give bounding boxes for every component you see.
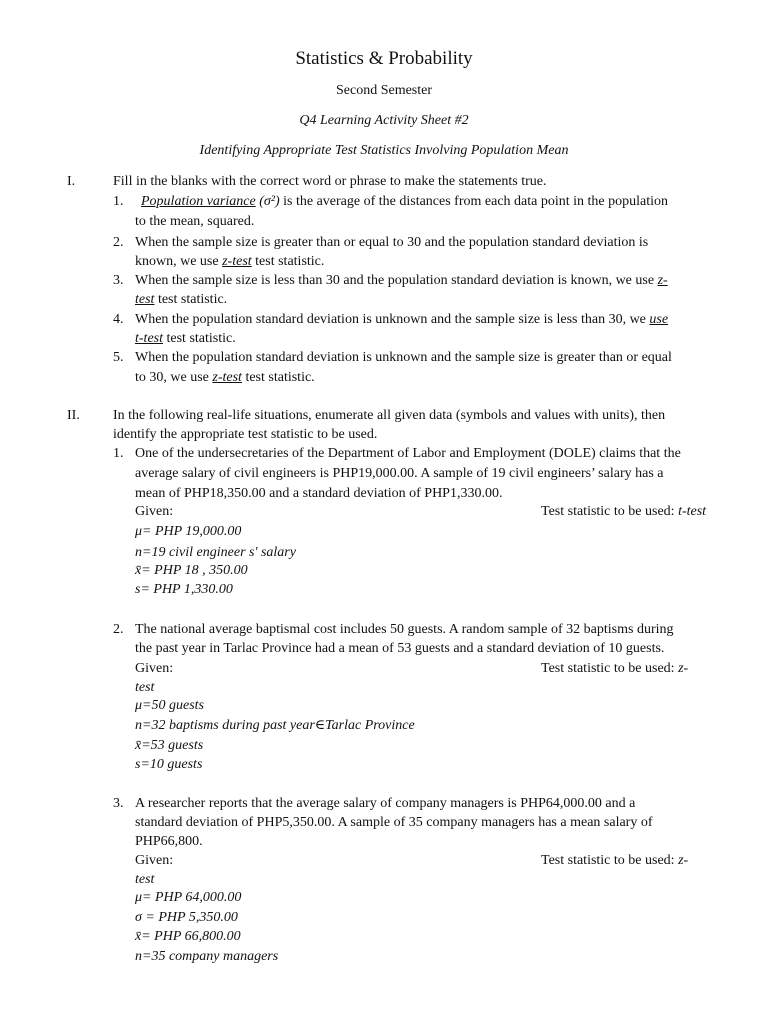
p1-test-label: Test statistic to be used:	[541, 504, 679, 519]
s1-item-5-text: to 30, we use	[135, 370, 213, 385]
p1-test-value: t-test	[678, 504, 707, 519]
p2-data-1: μ=50 guests	[135, 698, 204, 713]
topic-title: Identifying Appropriate Test Statistics Involving Population Mean	[199, 143, 569, 158]
s1-item-4-line1	[135, 310, 668, 329]
p2-text-1: The national average baptismal cost includes 50 guests. A random sample of 32 baptisms during	[135, 622, 674, 637]
p1-data-3: x̄= PHP 18 , 350.00	[135, 563, 248, 578]
p2-text-2: the past year in Tarlac Province had a mean of 53 guests and a standard deviation of 10 guests.	[135, 641, 665, 656]
p1-text-2: average salary of civil engineers is PHP19,000.00. A sample of 19 civil engineers’ salary has a	[135, 466, 664, 481]
p2-num: 2.	[113, 622, 124, 637]
p2-test-label: Test statistic to be used:	[541, 661, 679, 676]
s1-item-5-tail: test statistic.	[241, 370, 315, 385]
p2-data-4: s=10 guests	[135, 757, 203, 772]
p3-test-label: Test statistic to be used:	[541, 853, 679, 868]
s1-item-3-line1	[135, 271, 668, 290]
p3-text-2: standard deviation of PHP5,350.00. A sample of 35 company managers has a mean salary of	[135, 815, 653, 830]
s1-item-5-line1: When the population standard deviation is unknown and the sample size is greater than or equal	[135, 350, 672, 365]
p2-data-2: n=32 baptisms during past year∈Tarlac Province	[135, 718, 415, 733]
p3-given: Given:	[135, 853, 174, 868]
s1-item-1-line2: to the mean, squared.	[135, 214, 255, 229]
s1-item-2-text: known, we use	[135, 254, 223, 269]
p3-text-1: A researcher reports that the average salary of company managers is PHP64,000.00 and a	[135, 796, 636, 811]
p3-text-3: PHP66,800.	[135, 834, 203, 849]
p3-data-2: σ = PHP 5,350.00	[135, 910, 238, 925]
s1-item-5-line2	[135, 368, 315, 387]
semester: Second Semester	[335, 83, 433, 98]
p1-data-1: μ= PHP 19,000.00	[135, 524, 242, 539]
activity-title: Q4 Learning Activity Sheet #2	[299, 113, 469, 128]
s1-item-4-tail: test statistic.	[163, 331, 236, 346]
s1-item-1-text: is the average of the distances from each data point in the population	[279, 194, 669, 209]
doc-title: Statistics & Probability	[295, 48, 473, 69]
p1-test-statistic	[541, 502, 706, 521]
p2-data-3: x̄=53 guests	[135, 738, 204, 753]
s1-item-4-line2	[135, 329, 236, 348]
s1-item-3-answer-b: test	[135, 292, 155, 307]
s1-item-4-answer-a: use	[649, 312, 669, 327]
p1-given: Given:	[135, 504, 174, 519]
p1-num: 1.	[113, 446, 124, 461]
p3-num: 3.	[113, 796, 124, 811]
s1-item-2-answer: z-test	[222, 254, 252, 269]
s1-item-4-text: When the population standard deviation is unknown and the sample size is less than 30, we	[135, 312, 650, 327]
p3-data-3: x̄= PHP 66,800.00	[135, 929, 241, 944]
s1-item-2-line2	[135, 252, 324, 271]
p3-test-statistic	[541, 851, 688, 870]
s1-item-5-answer: z-test	[212, 370, 242, 385]
section-2-instruction-1: In the following real-life situations, enumerate all given data (symbols and values with units), then	[113, 408, 666, 423]
p1-text-3: mean of PHP18,350.00 and a standard deviation of PHP1,330.00.	[135, 486, 503, 501]
s1-item-3-num: 3.	[113, 273, 124, 288]
s1-item-2-num: 2.	[113, 235, 124, 250]
p1-text-1: One of the undersecretaries of the Department of Labor and Employment (DOLE) claims that the	[135, 446, 681, 461]
p3-test-value-a: z-	[678, 853, 689, 868]
s1-item-3-answer-a: z-	[657, 273, 668, 288]
p3-test-value-b: test	[135, 872, 155, 887]
section-1-instruction: Fill in the blanks with the correct word or phrase to make the statements true.	[113, 174, 547, 189]
s1-item-3-tail: test statistic.	[154, 292, 228, 307]
s1-item-3-text: When the sample size is less than 30 and the population standard deviation is known, we use	[135, 273, 658, 288]
p3-data-4: n=35 company managers	[135, 949, 279, 964]
p1-data-4: s= PHP 1,330.00	[135, 582, 233, 597]
s1-item-4-num: 4.	[113, 312, 124, 327]
p2-test-statistic	[541, 659, 688, 678]
s1-item-3-line2	[135, 290, 227, 309]
p2-given: Given:	[135, 661, 174, 676]
p1-data-2: n=19 civil engineer s' salary	[135, 545, 296, 560]
section-1-roman: I.	[67, 174, 76, 189]
p2-test-value-b: test	[135, 680, 155, 695]
s1-item-2-tail: test statistic.	[251, 254, 325, 269]
s1-item-1-symbol: (σ²)	[259, 194, 280, 209]
p2-test-value-a: z-	[678, 661, 689, 676]
section-2-roman: II.	[67, 408, 80, 423]
s1-item-4-answer-b: t-test	[135, 331, 163, 346]
s1-item-5-num: 5.	[113, 350, 124, 365]
section-2-instruction-2: identify the appropriate test statistic to be used.	[113, 427, 378, 442]
s1-item-2-line1: When the sample size is greater than or equal to 30 and the population standard deviation is	[135, 235, 649, 250]
s1-item-1-num: 1.	[113, 194, 124, 209]
s1-item-1-line1	[141, 192, 668, 211]
p3-data-1: μ= PHP 64,000.00	[135, 890, 242, 905]
s1-item-1-answer: Population variance	[141, 194, 256, 209]
